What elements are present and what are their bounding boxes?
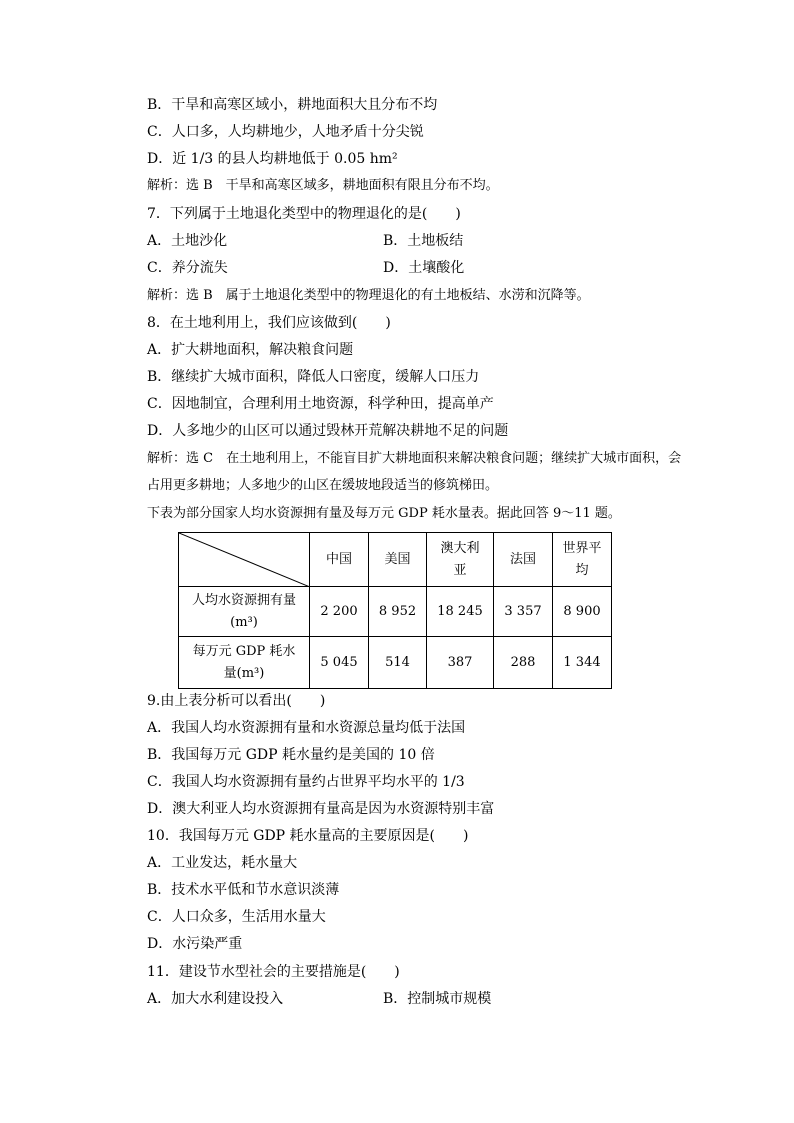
q11-stem: 11．建设节水型社会的主要措施是( ) <box>147 964 400 980</box>
q6-option-d: D．近 1/3 的县人均耕地低于 0.05 hm² <box>147 151 398 167</box>
q10-option-d: D．水污染严重 <box>147 936 243 952</box>
q9-option-d: D．澳大利亚人均水资源拥有量高是因为水资源特别丰富 <box>147 801 495 817</box>
q10-option-c: C．人口众多，生活用水量大 <box>147 909 326 925</box>
q8-stem: 8．在土地利用上，我们应该做到( ) <box>147 315 391 331</box>
table-cell: 8 952 <box>369 587 427 637</box>
water-resources-table <box>178 532 612 689</box>
q10-stem: 10．我国每万元 GDP 耗水量高的主要原因是( ) <box>147 828 469 844</box>
q6-answer: 解析：选 B 干旱和高寒区域多，耕地面积有限且分布不均。 <box>147 178 499 193</box>
table-header-cell: 法国 <box>494 533 553 587</box>
table-cell: 8 900 <box>553 587 612 637</box>
diagonal-line <box>179 533 310 587</box>
q8-answer: 解析：选 C 在土地利用上，不能盲目扩大耕地面积来解决粮食问题；继续扩大城市面积，会占用更多耕地；人多地少的山区在缓坡地段适当的修筑梯田。 <box>147 451 682 493</box>
q7-option-b: B．土地板结 <box>383 233 464 249</box>
q11-option-a: A．加大水利建设投入 <box>147 991 284 1007</box>
q10-option-b: B．技术水平低和节水意识淡薄 <box>147 882 340 898</box>
q6-option-b: B．干旱和高寒区域小，耕地面积大且分布不均 <box>147 97 438 113</box>
q7-option-a: A．土地沙化 <box>147 233 228 249</box>
table-cell: 288 <box>494 637 553 689</box>
table-cell: 3 357 <box>494 587 553 637</box>
q9-stem: 9.由上表分析可以看出( ) <box>147 693 326 709</box>
table-header-cell: 中国 <box>310 533 369 587</box>
table-cell: 18 245 <box>427 587 494 637</box>
q11-option-b: B．控制城市规模 <box>383 991 492 1007</box>
q7-answer: 解析：选 B 属于土地退化类型中的物理退化的有土地板结、水涝和沉降等。 <box>147 288 590 303</box>
table-header-cell: 美国 <box>369 533 427 587</box>
q8-option-a: A．扩大耕地面积，解决粮食问题 <box>147 342 354 358</box>
q9-option-c: C．我国人均水资源拥有量约占世界平均水平的 1/3 <box>147 774 465 790</box>
q8-option-b: B．继续扩大城市面积，降低人口密度，缓解人口压力 <box>147 369 480 385</box>
table-intro: 下表为部分国家人均水资源拥有量及每万元 GDP 耗水量表。据此回答 9～11 题。 <box>147 506 621 521</box>
table-row-label: 人均水资源拥有量(m³) <box>179 587 310 637</box>
q7-option-c: C．养分流失 <box>147 260 228 276</box>
table-header-cell: 世界平均 <box>553 533 612 587</box>
q7-stem: 7．下列属于土地退化类型中的物理退化的是( ) <box>147 206 461 222</box>
table-cell: 387 <box>427 637 494 689</box>
table-cell: 1 344 <box>553 637 612 689</box>
q8-option-d: D．人多地少的山区可以通过毁林开荒解决耕地不足的问题 <box>147 423 509 439</box>
q10-option-a: A．工业发达，耗水量大 <box>147 855 298 871</box>
q9-option-a: A．我国人均水资源拥有量和水资源总量均低于法国 <box>147 720 466 736</box>
table-cell: 5 045 <box>310 637 369 689</box>
table-cell: 2 200 <box>310 587 369 637</box>
q8-option-c: C．因地制宜，合理利用土地资源，科学种田，提高单产 <box>147 396 494 412</box>
q7-option-d: D．土壤酸化 <box>383 260 465 276</box>
table-cell: 514 <box>369 637 427 689</box>
q9-option-b: B．我国每万元 GDP 耗水量约是美国的 10 倍 <box>147 747 435 763</box>
q6-option-c: C．人口多，人均耕地少，人地矛盾十分尖锐 <box>147 124 424 140</box>
table-row-label: 每万元 GDP 耗水量(m³) <box>179 637 310 689</box>
table-header-cell: 澳大利亚 <box>427 533 494 587</box>
table-corner-cell <box>179 533 310 587</box>
